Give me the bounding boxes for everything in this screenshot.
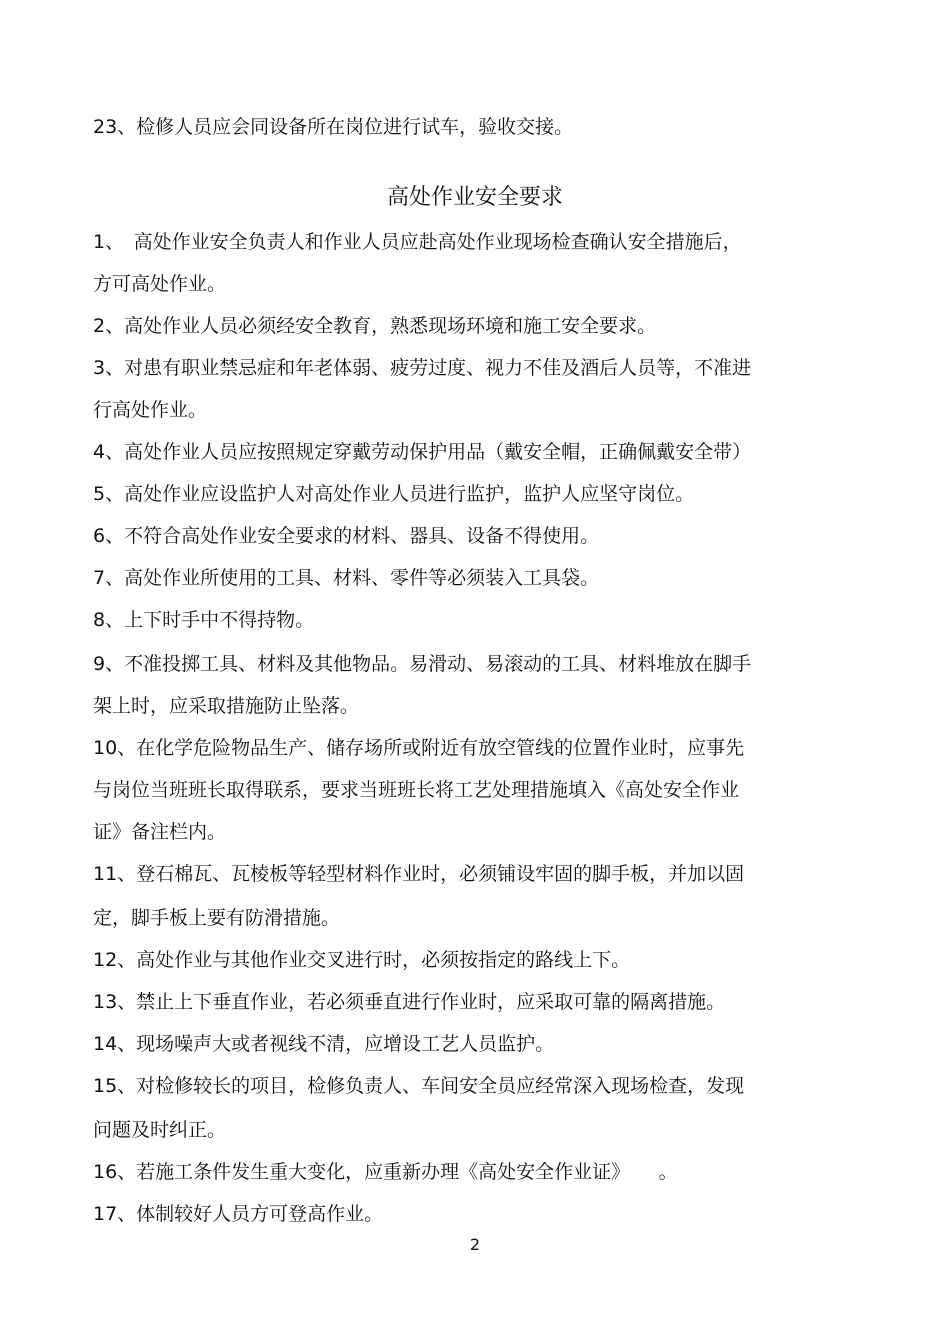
rule-line-8: 8、上下时手中不得持物。	[93, 609, 315, 631]
rule-line-12: 12、高处作业与其他作业交叉进行时，必须按指定的路线上下。	[93, 949, 631, 971]
rule-line-16: 16、若施工条件发生重大变化，应重新办理《高处安全作业证》 。	[93, 1161, 678, 1183]
rule-line-9-cont: 架上时，应采取措施防止坠落。	[93, 695, 360, 717]
rule-line-5: 5、高处作业应设监护人对高处作业人员进行监护，监护人应坚守岗位。	[93, 483, 695, 505]
rule-line-10-cont: 与岗位当班班长取得联系，要求当班班长将工艺处理措施填入《高处安全作业	[93, 779, 740, 801]
section-title: 高处作业安全要求	[386, 185, 563, 210]
rule-line-3-cont: 行高处作业。	[93, 399, 208, 421]
rule-line-4: 4、高处作业人员应按照规定穿戴劳动保护用品（戴安全帽，正确佩戴安全带）	[93, 441, 752, 463]
rule-line-14: 14、现场噪声大或者视线不清，应增设工艺人员监护。	[93, 1033, 555, 1055]
rule-line-10: 10、在化学危险物品生产、储存场所或附近有放空管线的位置作业时，应事先	[93, 737, 745, 759]
rule-line-15: 15、对检修较长的项目，检修负责人、车间安全员应经常深入现场检查，发现	[93, 1075, 745, 1097]
rule-line-7: 7、高处作业所使用的工具、材料、零件等必须装入工具袋。	[93, 567, 600, 589]
rule-line-11: 11、登石棉瓦、瓦棱板等轻型材料作业时，必须铺设牢固的脚手板，并加以固	[93, 863, 745, 885]
rule-line-13: 13、禁止上下垂直作业，若必须垂直进行作业时，应采取可靠的隔离措施。	[93, 991, 726, 1013]
rule-line-6: 6、不符合高处作业安全要求的材料、器具、设备不得使用。	[93, 525, 600, 547]
rule-line-23: 23、检修人员应会同设备所在岗位进行试车，验收交接。	[93, 116, 574, 138]
rule-line-2: 2、高处作业人员必须经安全教育，熟悉现场环境和施工安全要求。	[93, 315, 657, 337]
rule-line-15-cont: 问题及时纠正。	[93, 1119, 227, 1141]
rule-line-11-cont: 定，脚手板上要有防滑措施。	[93, 907, 341, 929]
rule-line-1: 1、 高处作业安全负责人和作业人员应赴高处作业现场检查确认安全措施后，	[93, 231, 742, 253]
rule-line-9: 9、不准投掷工具、材料及其他物品。易滑动、易滚动的工具、材料堆放在脚手	[93, 653, 752, 675]
rule-line-3: 3、对患有职业禁忌症和年老体弱、疲劳过度、视力不佳及酒后人员等，不准进	[93, 357, 752, 379]
rule-line-10-cont-2: 证》备注栏内。	[93, 821, 227, 843]
page-number: 2	[469, 1235, 481, 1254]
rule-line-1-cont: 方可高处作业。	[93, 273, 227, 295]
rule-line-17: 17、体制较好人员方可登高作业。	[93, 1203, 384, 1225]
